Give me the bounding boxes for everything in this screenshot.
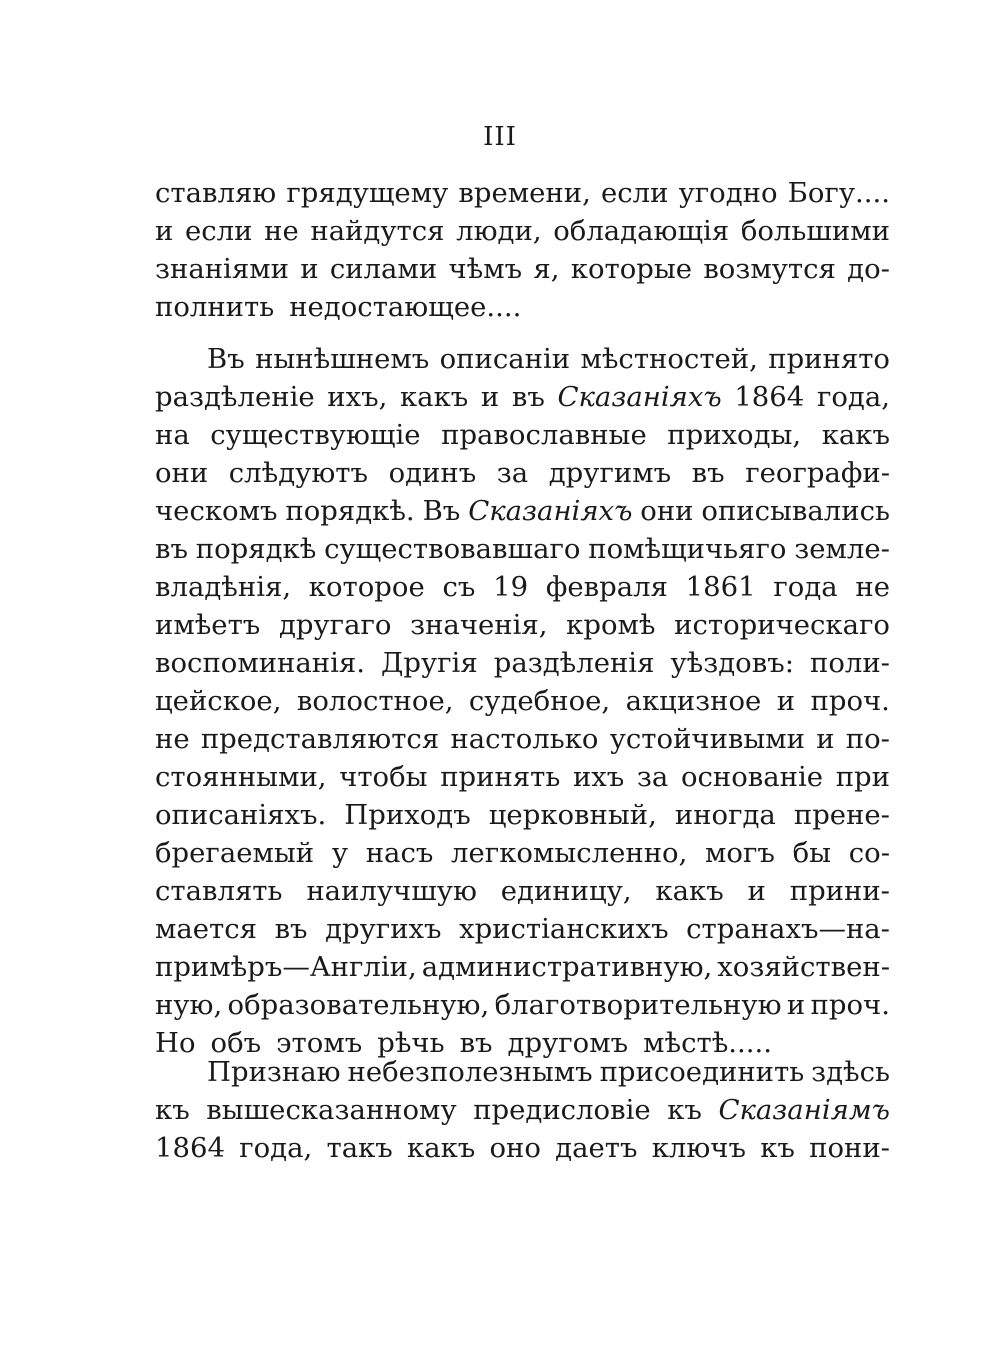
text-line: имѣетъ другаго значенія, кромѣ историческаго	[155, 609, 890, 641]
paragraph-1	[155, 174, 890, 326]
paragraph-3	[155, 1053, 890, 1167]
text-line: цейское, волостное, судебное, акцизное и проч.	[155, 685, 890, 717]
text-line: на существующіе православные приходы, какъ	[155, 419, 890, 451]
paragraph-2	[155, 340, 890, 1062]
text-line: въ порядкѣ существовавшаго помѣщичьяго земле-	[155, 533, 890, 565]
text-line: Въ нынѣшнемъ описаніи мѣстностей, принято	[207, 343, 890, 375]
text-line: ческомъ порядкѣ. Въ Сказаніяхъ они описывались	[155, 495, 890, 527]
text-line: мается въ другихъ христіанскихъ странахъ—на-	[155, 913, 890, 945]
text-line: не представляются настолько устойчивыми и по-	[155, 723, 890, 755]
text-line: знаніями и силами чѣмъ я, которые возмутся до-	[155, 253, 890, 285]
text-line: ную, образовательную, благотворительную и проч.	[155, 989, 890, 1021]
text-line: полнить недостающее....	[155, 291, 522, 323]
text-line: воспоминанія. Другія раздѣленія уѣздовъ: поли-	[155, 647, 890, 679]
text-line: брегаемый у насъ легкомысленно, могъ бы со-	[155, 837, 890, 869]
text-line: Но объ этомъ рѣчь въ другомъ мѣстѣ.....	[155, 1027, 773, 1059]
text-line: описаніяхъ. Приходъ церковный, иногда прене-	[155, 799, 890, 831]
text-line: и если не найдутся люди, обладающія большими	[155, 215, 890, 247]
text-line: раздѣленіе ихъ, какъ и въ Сказаніяхъ 1864 года,	[155, 381, 890, 413]
page-number: III	[483, 122, 517, 152]
text-line: Признаю небезполезнымъ присоединить здѣсь	[207, 1056, 890, 1088]
text-line: примѣръ—Англіи, административную, хозяйствен-	[155, 951, 890, 983]
text-line: къ вышесказанному предисловіе къ Сказаніямъ	[155, 1094, 890, 1126]
text-line: 1864 года, такъ какъ оно даетъ ключъ къ пони-	[155, 1132, 890, 1164]
text-line: они слѣдуютъ одинъ за другимъ въ географи-	[155, 457, 890, 489]
text-line: ставляю грядущему времени, если угодно Богу....	[155, 177, 890, 209]
text-line: владѣнія, которое съ 19 февраля 1861 года не	[155, 571, 890, 603]
text-line: ставлять наилучшую единицу, какъ и прини-	[155, 875, 890, 907]
text-line: стоянными, чтобы принять ихъ за основаніе при	[155, 761, 890, 793]
